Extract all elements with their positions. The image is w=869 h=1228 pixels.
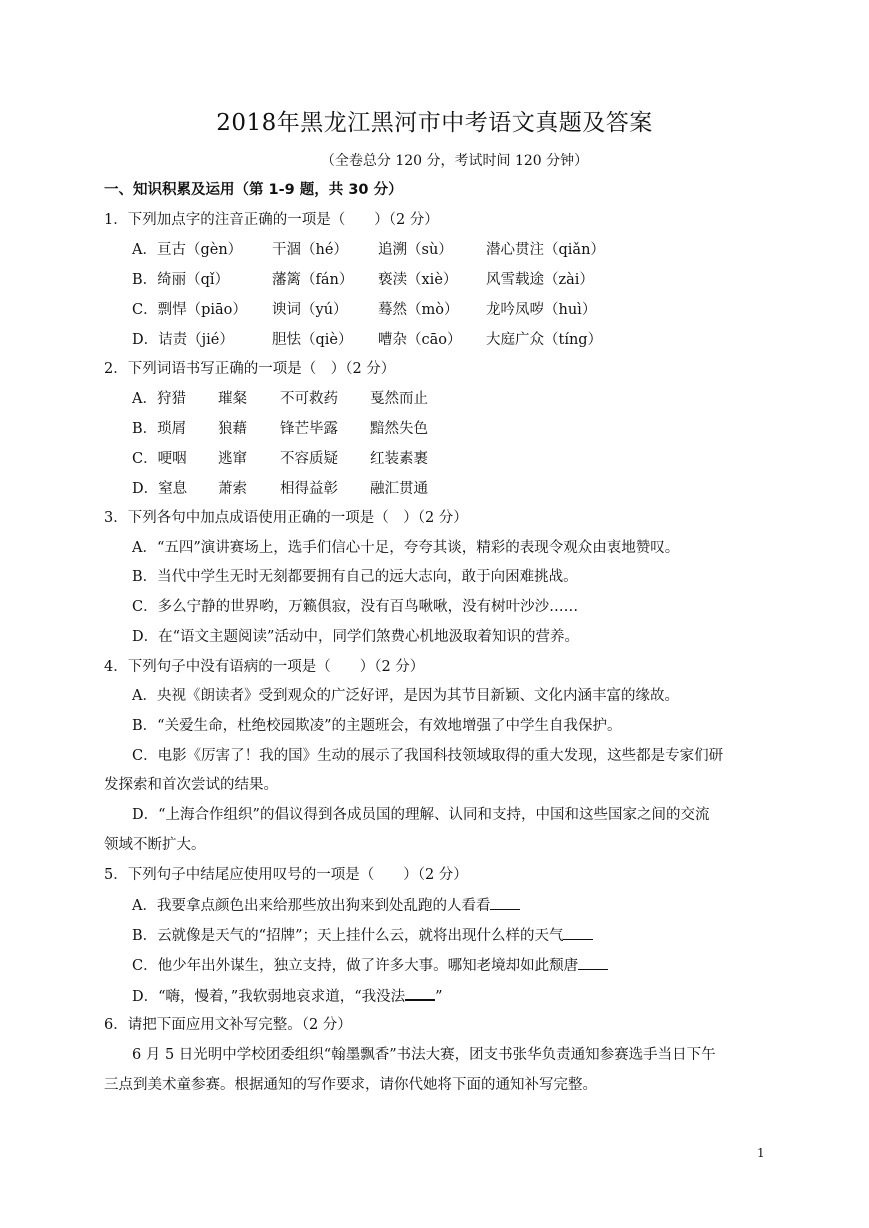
q1-option-b: B．绮丽（qǐ）	[132, 272, 230, 288]
q4-option-b: B．“关爱生命，杜绝校园欺凌”的主题班会，有效地增强了中学生自我保护。	[132, 718, 622, 734]
q2-option-a-word3: 不可救药	[280, 391, 338, 407]
q1-option-b-word2: 藩篱（fán）	[272, 272, 354, 288]
question-6-stem: 6．请把下面应用文补写完整。（2 分）	[104, 1017, 352, 1033]
q5-option-b	[132, 925, 593, 946]
answer-blank	[490, 895, 520, 910]
q1-option-b-word3: 亵渎（xiè）	[378, 272, 458, 288]
page-title: 2018年黑龙江黑河市中考语文真题及答案	[216, 110, 653, 136]
q2-option-b: B．琐屑	[132, 421, 187, 437]
q2-option-a-word2: 璀粲	[218, 391, 247, 407]
q4-option-a: A．央视《朗读者》受到观众的广泛好评，是因为其节目新颖、文化内涵丰富的缘故。	[132, 688, 679, 704]
q3-option-d: D．在“语文主题阅读”活动中，同学们煞费心机地汲取着知识的营养。	[132, 629, 579, 645]
q1-option-d: D．诘责（jié）	[132, 332, 234, 348]
q5-option-a	[132, 895, 520, 916]
q1-option-d-word3: 嘈杂（cāo）	[378, 332, 462, 348]
q1-option-c-word2: 谀词（yú）	[272, 302, 348, 318]
q1-option-a-word4: 潜心贯注（qiǎn）	[486, 242, 605, 258]
page-number: 1	[757, 1146, 765, 1160]
section-heading: 一、知识积累及运用（第 1-9 题，共 30 分）	[104, 182, 403, 198]
question-5-stem: 5．下列句子中结尾应使用叹号的一项是（ ）（2 分）	[104, 867, 468, 883]
q1-option-c-word3: 蓦然（mò）	[378, 302, 459, 318]
q2-option-a-word4: 戛然而止	[370, 391, 428, 407]
q2-option-a: A．狩猎	[132, 391, 186, 407]
q2-option-b-word2: 狼藉	[218, 421, 247, 437]
q4-option-d-line2: 领域不断扩大。	[104, 837, 206, 853]
q6-paragraph-line1: 6 月 5 日光明中学校团委组织“翰墨飘香”书法大赛，团支书张华负责通知参赛选手当日下午	[132, 1047, 716, 1063]
question-1-stem: 1．下列加点字的注音正确的一项是（ ）（2 分）	[104, 212, 439, 228]
exam-info: （全卷总分 120 分，考试时间 120 分钟）	[320, 153, 589, 169]
question-4-stem: 4．下列句子中没有语病的一项是（ ）（2 分）	[104, 659, 425, 675]
q1-option-d-word2: 胆怯（qiè）	[272, 332, 353, 348]
q1-option-a-word2: 干涸（hé）	[272, 242, 348, 258]
answer-blank	[563, 925, 593, 940]
q5-option-b-text: B．云就像是天气的“招牌”；天上挂什么云，就将出现什么样的天气	[132, 928, 564, 944]
q3-option-b: B．当代中学生无时无刻都要拥有自己的远大志向，敢于向困难挑战。	[132, 569, 578, 585]
q3-option-c: C．多么宁静的世界哟，万籁俱寂，没有百鸟啾啾，没有树叶沙沙……	[132, 599, 579, 615]
q3-option-a: A．“五四”演讲赛场上，选手们信心十足，夸夸其谈，精彩的表现令观众由衷地赞叹。	[132, 540, 680, 556]
q6-paragraph-line2: 三点到美术童参赛。根据通知的写作要求，请你代她将下面的通知补写完整。	[104, 1077, 597, 1093]
q5-option-d-text: D．“嗨，慢着，”我软弱地哀求道，“我没法	[132, 989, 406, 1005]
question-2-stem: 2．下列词语书写正确的一项是（ ）（2 分）	[104, 361, 396, 377]
q1-option-a-word3: 追溯（sù）	[378, 242, 453, 258]
q1-option-d-word4: 大庭广众（tíng）	[486, 332, 603, 348]
answer-blank	[578, 955, 608, 970]
q5-option-d	[132, 985, 443, 1007]
q2-option-c: C．哽咽	[132, 451, 187, 467]
q2-option-d-word4: 融汇贯通	[370, 481, 428, 497]
q5-option-a-text: A．我要拿点颜色出来给那些放出狗来到处乱跑的人看看	[132, 898, 491, 914]
q2-option-d-word2: 萧索	[218, 481, 247, 497]
q4-option-c-line2: 发探索和首次尝试的结果。	[104, 777, 278, 793]
q2-option-d: D．窒息	[132, 481, 188, 497]
question-3-stem: 3．下列各句中加点成语使用正确的一项是（ ）（2 分）	[104, 510, 468, 526]
q4-option-d-line1: D．“上海合作组织”的倡议得到各成员国的理解、认同和支持，中国和这些国家之间的交流	[132, 807, 710, 823]
q2-option-d-word3: 相得益彰	[280, 481, 338, 497]
q1-option-a: A．亘古（gèn）	[132, 242, 243, 258]
q5-option-c	[132, 955, 608, 976]
q2-option-c-word4: 红装素裹	[370, 451, 428, 467]
answer-blank	[405, 985, 435, 1001]
q2-option-c-word2: 逃窜	[218, 451, 247, 467]
q2-option-c-word3: 不容质疑	[280, 451, 338, 467]
q1-option-c: C．剽悍（piāo）	[132, 302, 247, 318]
q4-option-c-line1: C．电影《厉害了！我的国》生动的展示了我国科技领域取得的重大发现，这些都是专家们研	[132, 748, 724, 764]
q1-option-c-word4: 龙吟凤哕（huì）	[486, 302, 597, 318]
q2-option-b-word3: 锋芒毕露	[280, 421, 338, 437]
q2-option-b-word4: 黯然失色	[370, 421, 428, 437]
q5-option-d-closing: ”	[435, 989, 443, 1005]
q5-option-c-text: C．他少年出外谋生，独立支持，做了许多大事。哪知老境却如此颓唐	[132, 958, 579, 974]
q1-option-b-word4: 风雪载途（zài）	[486, 272, 594, 288]
